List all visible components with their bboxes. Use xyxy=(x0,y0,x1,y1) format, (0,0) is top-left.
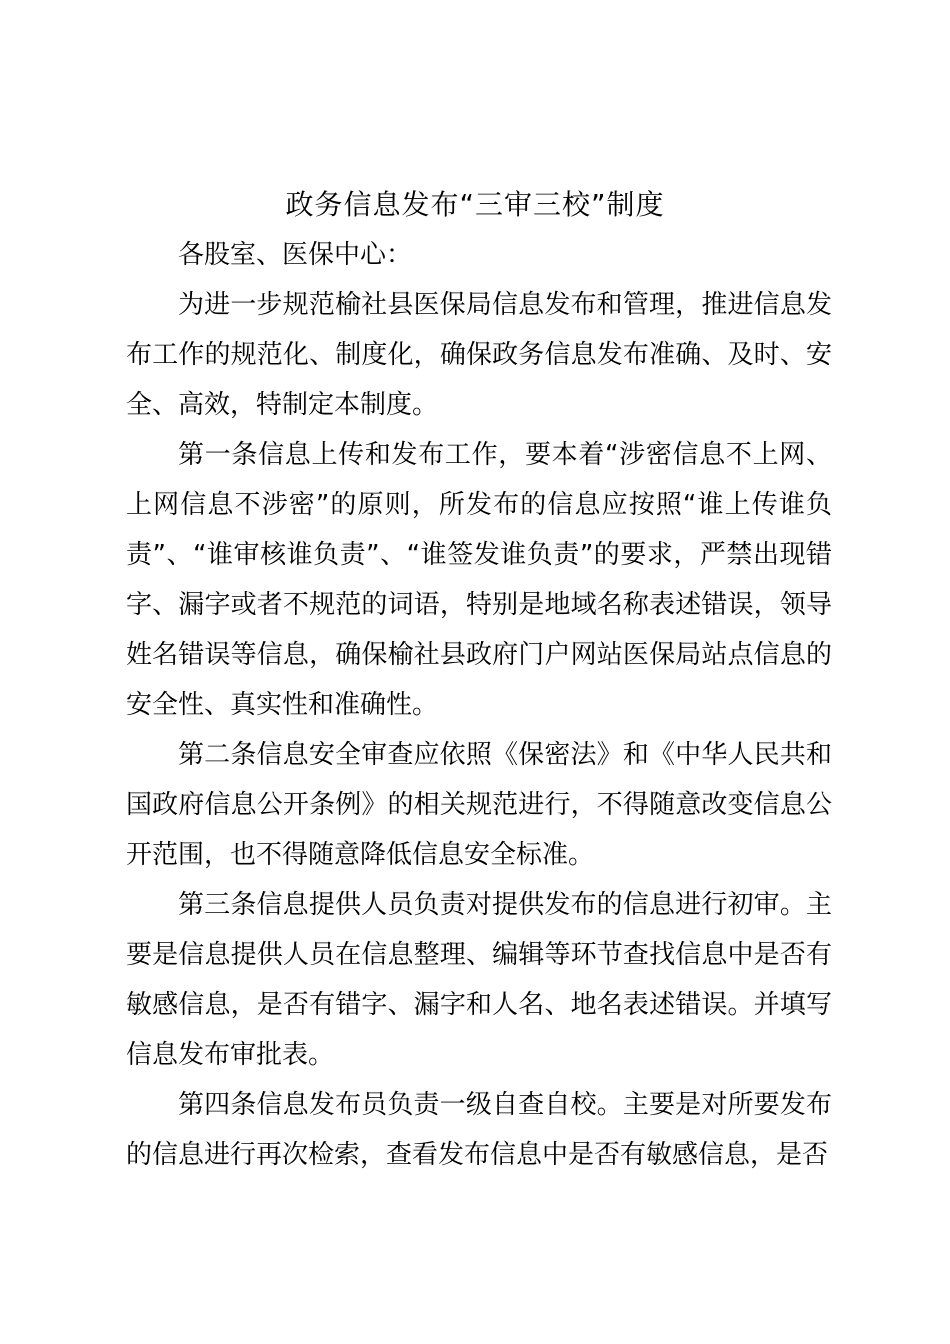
addressee-line: 各股室、医保中心： xyxy=(178,240,413,270)
paragraph-article-1: 第一条信息上传和发布工作，要本着“涉密信息不上网、上网信息不涉密”的原则，所发布的信息应按照“谁上传谁负责”、“谁审核谁负责”、“谁签发谁负责”的要求，严禁出现错字、漏字或者不规范的词语，特别是地域名称表述错误，领导姓名错误等信息，确保榆社县政府门户网站医保局站点信息的安全性、真实性和准确性。 xyxy=(126,440,832,720)
document-title: 政务信息发布“三审三校”制度 xyxy=(285,188,665,221)
paragraph-article-3: 第三条信息提供人员负责对提供发布的信息进行初审。主要是信息提供人员在信息整理、编辑等环节查找信息中是否有敏感信息，是否有错字、漏字和人名、地名表述错误。并填写信息发布审批表。 xyxy=(126,890,832,1070)
paragraph-article-4: 第四条信息发布员负责一级自查自校。主要是对所要发布的信息进行再次检索，查看发布信息中是否有敏感信息，是否 xyxy=(126,1090,832,1170)
paragraph-article-2: 第二条信息安全审查应依照《保密法》和《中华人民共和国政府信息公开条例》的相关规范进行，不得随意改变信息公开范围，也不得随意降低信息安全标准。 xyxy=(126,740,832,870)
paragraph-intro: 为进一步规范榆社县医保局信息发布和管理，推进信息发布工作的规范化、制度化，确保政务信息发布准确、及时、安全、高效，特制定本制度。 xyxy=(126,290,832,420)
document-body xyxy=(126,230,832,1180)
